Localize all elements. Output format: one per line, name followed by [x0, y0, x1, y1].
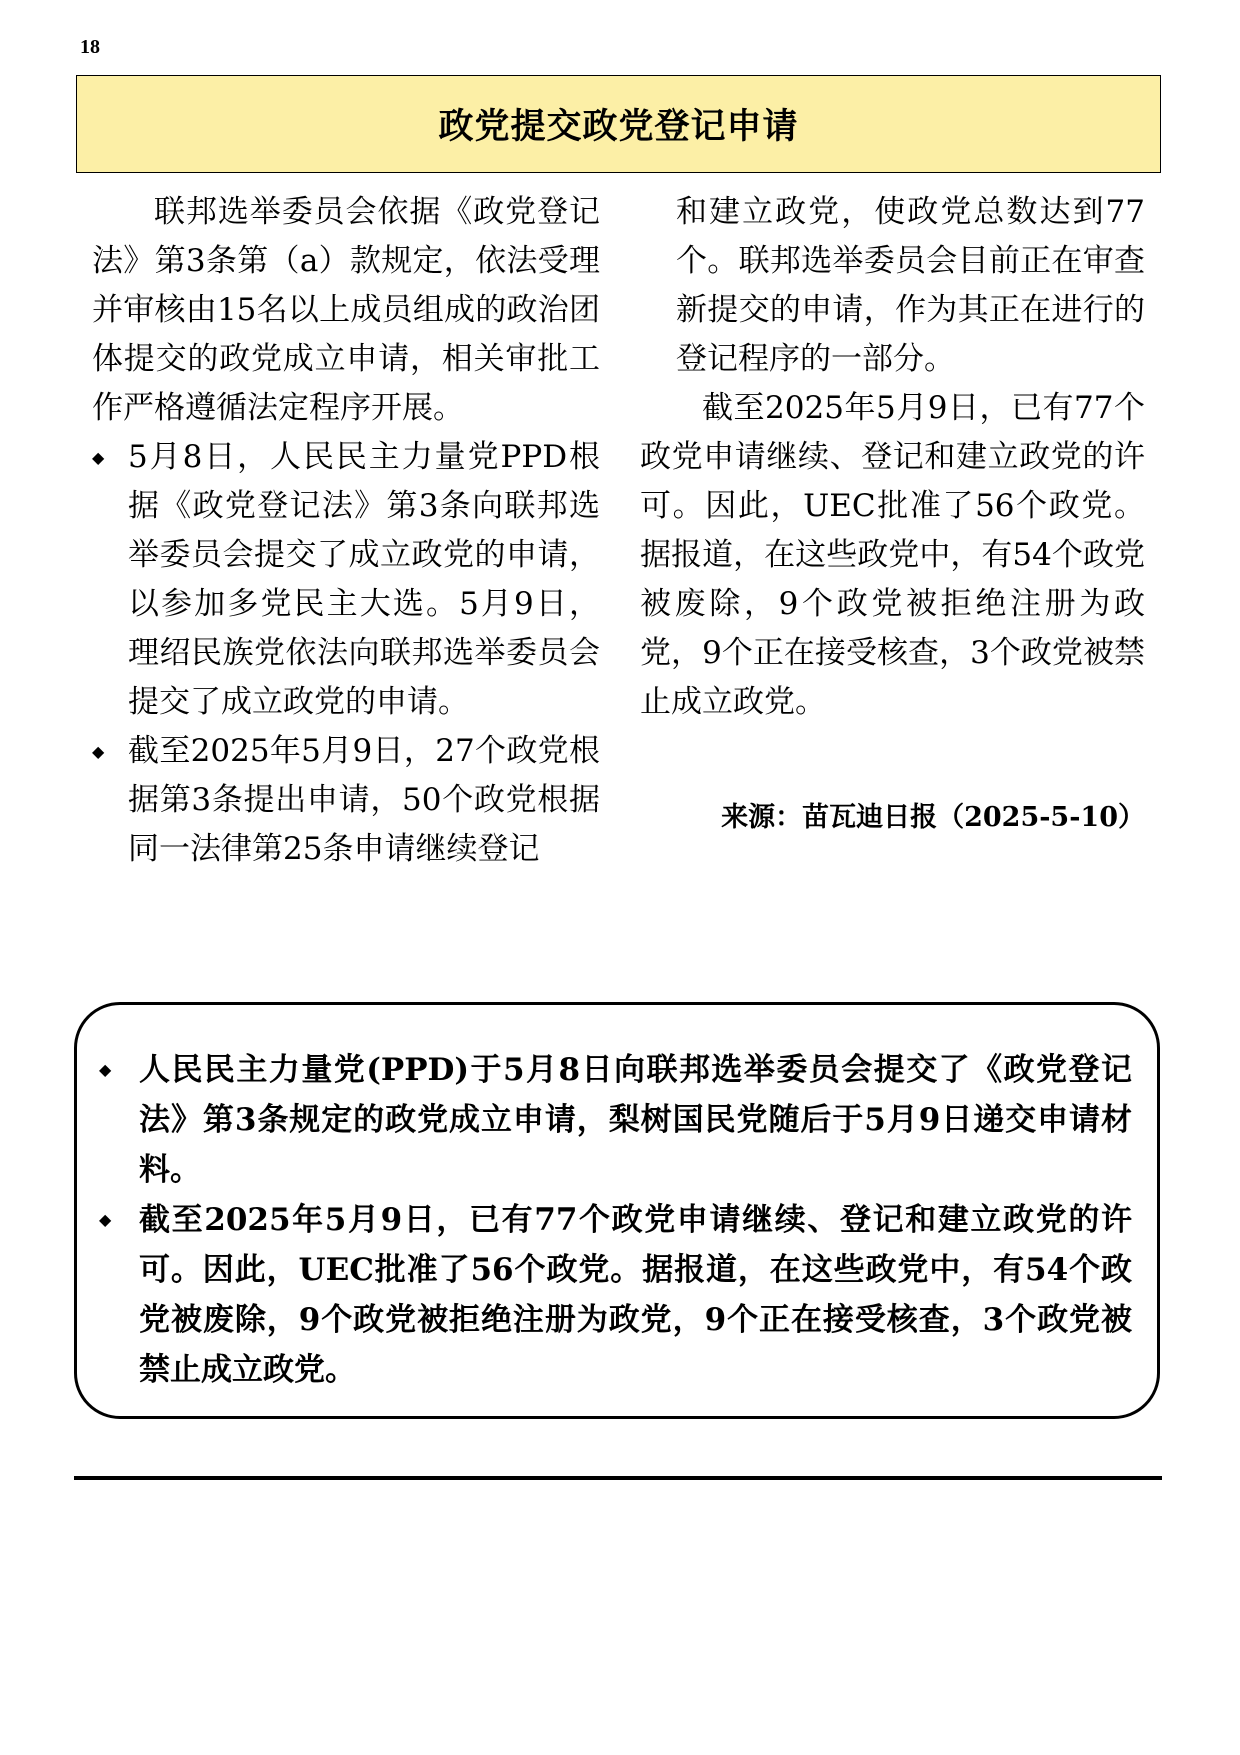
list-item [92, 433, 600, 727]
bullet-text: 5月8日，人民民主力量党PPD根据《政党登记法》第3条向联邦选举委员会提交了成立政党的申请，以参加多党民主大选。5月9日，理绍民族党依法向联邦选举委员会提交了成立政党的申请。 [128, 439, 600, 720]
summary-box [74, 1002, 1160, 1419]
intro-paragraph: 联邦选举委员会依据《政党登记法》第3条第（a）款规定，依法受理并审核由15名以上成员组成的政治团体提交的政党成立申请，相关审批工作严格遵循法定程序开展。 [92, 194, 600, 426]
continued-bullet-text: 和建立政党，使政党总数达到77个。联邦选举委员会目前正在审查新提交的申请，作为其正在进行的登记程序的一部分。 [676, 194, 1145, 377]
left-bullet-list [92, 433, 600, 874]
summary-bullet-list [99, 1045, 1132, 1395]
status-paragraph: 截至2025年5月9日，已有77个政党申请继续、登记和建立政党的许可。因此，UEC批准了56个政党。据报道，在这些政党中，有54个政党被废除，9个政党被拒绝注册为政党，9个正在接受核查，3个政党被禁止成立政党。 [640, 390, 1145, 720]
left-column [92, 188, 600, 874]
summary-text: 截至2025年5月9日，已有77个政党申请继续、登记和建立政党的许可。因此，UEC批准了56个政党。据报道，在这些政党中，有54个政党被废除，9个政党被拒绝注册为政党，9个正在接受核查，3个政党被禁止成立政党。 [139, 1202, 1132, 1388]
diamond-bullet-icon: ◆ [99, 1210, 112, 1229]
bullet-text: 截至2025年5月9日，27个政党根据第3条提出申请，50个政党根据同一法律第25条申请继续登记 [128, 733, 600, 867]
list-item [99, 1195, 1132, 1395]
diamond-bullet-icon: ◆ [92, 448, 105, 467]
source-citation: 来源：苗瓦迪日报（2025-5-10） [721, 802, 1145, 833]
bottom-divider [74, 1476, 1162, 1480]
summary-text: 人民民主力量党(PPD)于5月8日向联邦选举委员会提交了《政党登记法》第3条规定的政党成立申请，梨树国民党随后于5月9日递交申请材料。 [139, 1052, 1132, 1188]
title-banner [76, 75, 1161, 173]
diamond-bullet-icon: ◆ [92, 742, 105, 761]
right-column [640, 188, 1145, 727]
diamond-bullet-icon: ◆ [99, 1060, 112, 1079]
list-item [99, 1045, 1132, 1195]
page-title: 政党提交政党登记申请 [438, 106, 799, 147]
list-item [92, 727, 600, 874]
page-number: 18 [80, 36, 100, 58]
